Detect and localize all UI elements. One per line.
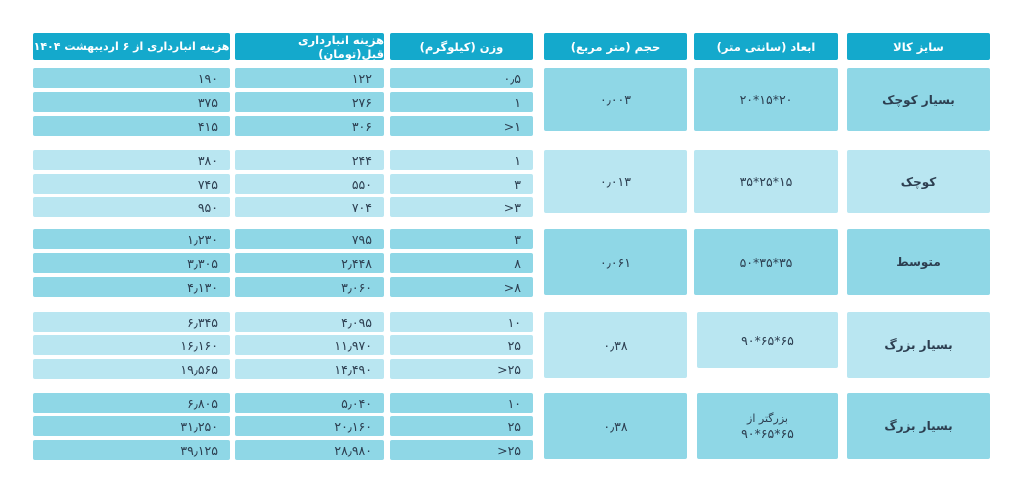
old-cost-cell: ۲۷۶ — [235, 92, 384, 112]
size-cell: بسیار کوچک — [847, 68, 990, 131]
size-cell: بسیار بزرگ — [847, 393, 990, 459]
new-cost-cell: ۴۱۵ — [33, 116, 230, 136]
size-cell: کوچک — [847, 150, 990, 213]
weight-cell: ۸ — [390, 253, 533, 273]
new-cost-cell: ۱۹٫۵۶۵ — [33, 359, 230, 379]
dimensions-cell: ۶۵*۶۵*۹۰ — [697, 312, 838, 368]
weight-cell: ۱۰ — [390, 393, 533, 413]
old-cost-cell: ۳٫۰۶۰ — [235, 277, 384, 297]
volume-cell: ۰٫۰۶۱ — [544, 229, 687, 295]
weight-cell: ۰٫۵ — [390, 68, 533, 88]
dimensions-cell: ۱۵*۲۵*۳۵ — [694, 150, 838, 213]
weight-cell: ۱< — [390, 116, 533, 136]
size-cell: بسیار بزرگ — [847, 312, 990, 378]
weight-cell: ۱ — [390, 92, 533, 112]
dimensions-cell: ۳۵*۳۵*۵۰ — [694, 229, 838, 295]
header-size: سایز کالا — [847, 33, 990, 60]
old-cost-cell: ۲۸٫۹۸۰ — [235, 440, 384, 460]
weight-cell: ۲۵ — [390, 416, 533, 436]
weight-cell: ۲۵ — [390, 335, 533, 355]
old-cost-cell: ۱۲۲ — [235, 68, 384, 88]
weight-cell: ۳ — [390, 229, 533, 249]
dimensions-cell — [697, 393, 838, 459]
old-cost-cell: ۷۰۴ — [235, 197, 384, 217]
dimensions-value: ۶۵*۶۵*۹۰ — [741, 426, 794, 441]
header-weight: وزن (کیلوگرم) — [390, 33, 533, 60]
weight-cell: ۸< — [390, 277, 533, 297]
old-cost-cell: ۳۰۶ — [235, 116, 384, 136]
volume-cell: ۰٫۰۰۳ — [544, 68, 687, 131]
new-cost-cell: ۹۵۰ — [33, 197, 230, 217]
new-cost-cell: ۶٫۳۴۵ — [33, 312, 230, 332]
new-cost-cell: ۳۹٫۱۲۵ — [33, 440, 230, 460]
new-cost-cell: ۱٫۲۳۰ — [33, 229, 230, 249]
new-cost-cell: ۱۹۰ — [33, 68, 230, 88]
volume-cell: ۰٫۰۱۳ — [544, 150, 687, 213]
size-cell: متوسط — [847, 229, 990, 295]
new-cost-cell: ۱۶٫۱۶۰ — [33, 335, 230, 355]
new-cost-cell: ۳۸۰ — [33, 150, 230, 170]
weight-cell: ۳ — [390, 174, 533, 194]
old-cost-cell: ۵٫۰۴۰ — [235, 393, 384, 413]
weight-cell: ۲۵< — [390, 440, 533, 460]
weight-cell: ۲۵< — [390, 359, 533, 379]
new-cost-cell: ۳۱٫۲۵۰ — [33, 416, 230, 436]
new-cost-cell: ۳٫۳۰۵ — [33, 253, 230, 273]
new-cost-cell: ۷۴۵ — [33, 174, 230, 194]
header-old-cost: هزینه انبارداری قبل(تومان) — [235, 33, 384, 60]
weight-cell: ۳< — [390, 197, 533, 217]
new-cost-cell: ۶٫۸۰۵ — [33, 393, 230, 413]
new-cost-cell: ۴٫۱۳۰ — [33, 277, 230, 297]
weight-cell: ۱۰ — [390, 312, 533, 332]
dimensions-cell: ۲۰*۱۵*۲۰ — [694, 68, 838, 131]
new-cost-cell: ۳۷۵ — [33, 92, 230, 112]
old-cost-cell: ۴٫۰۹۵ — [235, 312, 384, 332]
header-volume: حجم (متر مربع) — [544, 33, 687, 60]
volume-cell: ۰٫۳۸ — [544, 312, 687, 378]
header-dimensions: ابعاد (سانتی متر) — [694, 33, 838, 60]
volume-cell: ۰٫۳۸ — [544, 393, 687, 459]
header-new-cost: هزینه انبارداری از ۶ اردیبهشت ۱۴۰۴ — [33, 33, 230, 60]
weight-cell: ۱ — [390, 150, 533, 170]
old-cost-cell: ۵۵۰ — [235, 174, 384, 194]
old-cost-cell: ۲۴۴ — [235, 150, 384, 170]
old-cost-cell: ۲٫۴۴۸ — [235, 253, 384, 273]
old-cost-cell: ۱۱٫۹۷۰ — [235, 335, 384, 355]
old-cost-cell: ۲۰٫۱۶۰ — [235, 416, 384, 436]
old-cost-cell: ۱۴٫۴۹۰ — [235, 359, 384, 379]
old-cost-cell: ۷۹۵ — [235, 229, 384, 249]
dimensions-prefix: بزرگتر از — [747, 412, 788, 425]
